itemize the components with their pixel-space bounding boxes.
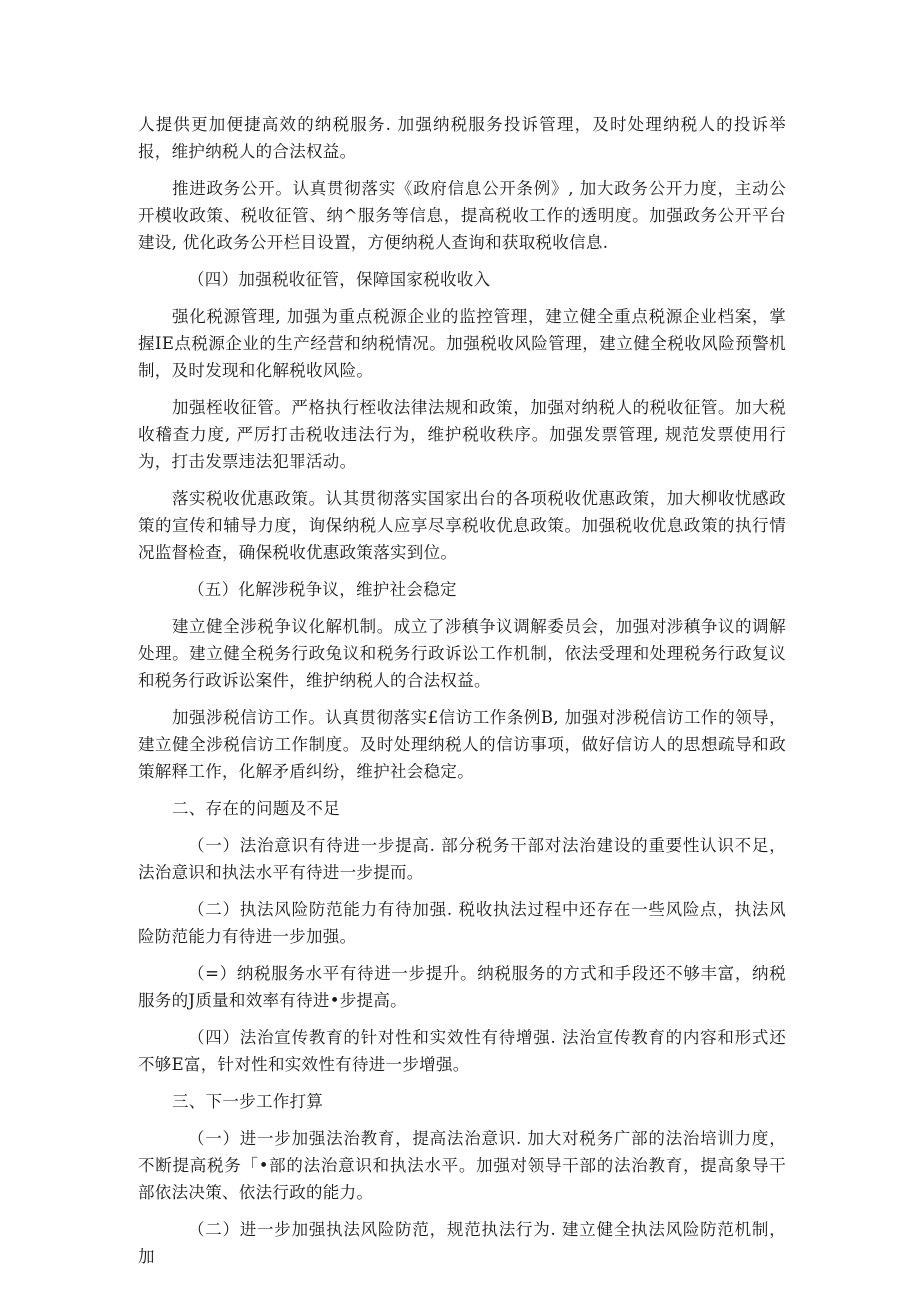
paragraph-service-complaints: 人提供更加便捷高效的纳税服务. 加强纳税服务投诉管理，及时处理纳税人的投诉举报，维护纳税人的合法权益。: [138, 115, 786, 161]
paragraph-tax-preferential-policies: 落实税收优惠政策。认其贯彻落实国家出台的各项税收优惠政策，加大柳收忧感政策的宣传和辅导力度，询保纳税人应享尽享税收优息政策。加强税收优息政策的执行情况监督检查，确保税收优惠政策落实到位。: [138, 489, 786, 562]
problem-item-4: （四）法治宣传教育的针对性和实效性有待增强. 法治宣传教育的内容和形式还不够E富，针对性和实效性有待进一步增强。: [138, 1028, 786, 1074]
next-step-item-2: （二）进一步加强执法风险防范，规范执法行为. 建立健全执法风险防范机制，加: [138, 1220, 786, 1266]
section-heading-5: （五）化解涉税争议，维护社会稳定: [188, 580, 457, 599]
paragraph-petition-work: 加强涉税信访工作。认真贯彻落实£信访工作条例B, 加强对涉税信访工作的领导，建立健全涉税信访工作制度。及时处理纳税人的信访事项，做好信访人的思想疏导和政策解释工作，化解矛盾纠纷，维护社会稳定。: [138, 708, 786, 781]
problem-item-2: （二）执法风险防范能力有待加强. 税收执法过程中还存在一些风险点，执法风险防范能力有待进一步加强。: [138, 900, 786, 946]
paragraph-tax-source-management: 强化税源管理, 加强为重点税源企业的监控管理，建立健全重点税源企业档案，掌握IE点税源企业的生产经营和纳税情况。加强税收风险管理，建立健全税收风险预警机制，及时发现和化解税收风险。: [138, 307, 786, 380]
next-step-item-1: （一）进一步加强法治教育，提高法治意识. 加大对税务广部的法治培训力度，不断提高税务「•部的法治意识和执法水平。加强对领导干部的法治教育，提高象导干部依法决策、依法行政的能力。: [138, 1129, 786, 1202]
problem-item-1: （一）法治意识有待进一步提高. 部分税务干部对法治建设的重要性认识不足，法治意识和执法水平有待进一步提而。: [138, 836, 786, 882]
paragraph-dispute-resolution: 建立健全涉税争议化解机制。成立了涉稹争议调解委员会，加强对涉稹争议的调解处理。建立健全税务行政兔议和税务行政诉讼工作机制，依法受理和处理税务行政复议和税务行政诉讼案件，维护纳税人的合法权益。: [138, 617, 786, 690]
paragraph-tax-collection: 加强桎收征管。严格执行桎收法律法规和政策，加强对纳税人的税收征管。加大税收稽查力度, 严厉打击税收违法行为，维护税收秩序。加强发票管理, 规范发票使用行为，打击发票违法犯罪活动。: [138, 398, 786, 471]
document-page: [138, 111, 786, 1280]
chapter-heading-next-steps: 三、下一步工作打算: [172, 1092, 324, 1111]
paragraph-government-affairs-openness: 推进政务公开。认真贯彻落实《政府信息公开条例》, 加大政务公开力度，主动公开模收政策、税收征管、纳^服务等信息，提高税收工作的透明度。加强政务公开平台建设, 优化政务公开栏目设置，方便纳税人查询和获取税收信息.: [138, 179, 786, 252]
chapter-heading-problems: 二、存在的问题及不足: [172, 799, 340, 818]
section-heading-4: （四）加强税收征管，保障国家税收收入: [188, 270, 491, 289]
problem-item-3: （=）纳税服务水平有待进一步提升。纳税服务的方式和手段还不够丰富，纳税服务的J质量和效率有待进•步提高。: [138, 964, 786, 1010]
